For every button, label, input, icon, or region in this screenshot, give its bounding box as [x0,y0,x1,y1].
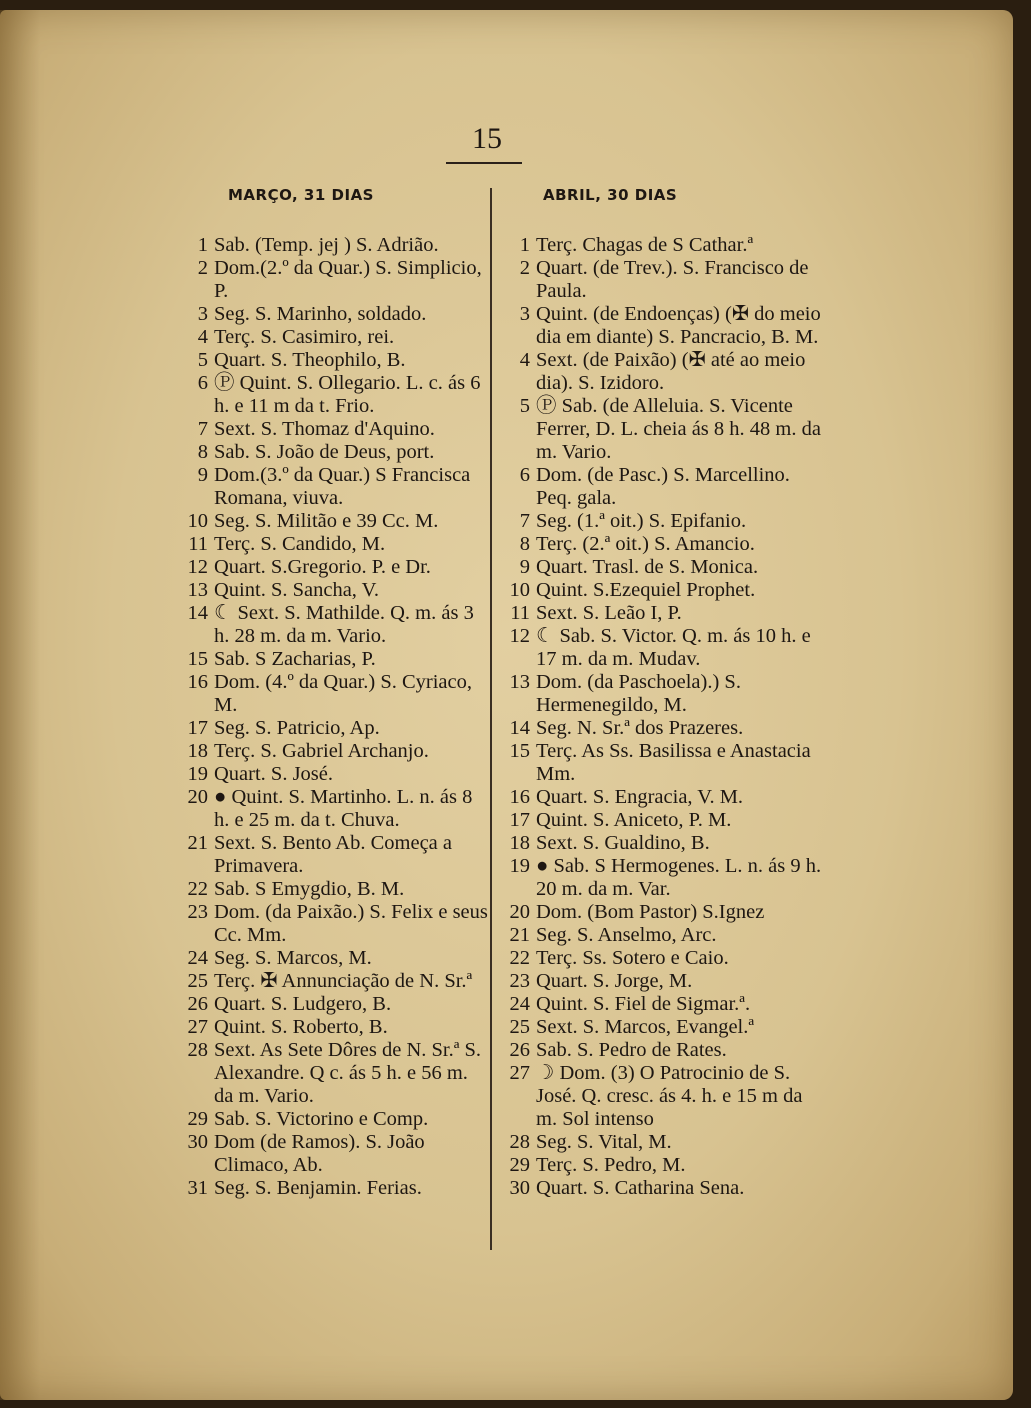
day-text: Quart. S. Theophilo, B. [214,349,406,371]
day-number: 4 [519,349,530,371]
day-number: 5 [197,349,208,371]
day-number: 12 [509,625,530,647]
day-number: 16 [509,786,530,808]
day-number: 19 [509,855,530,877]
day-number: 28 [509,1131,530,1153]
day-text: Sext. S. Marcos, Evangel.ª [536,1016,755,1038]
day-number: 9 [519,556,530,578]
day-text: Sab. (Temp. jej ) S. Adrião. [214,234,439,256]
day-text: Sext. S. Leão I, P. [536,602,682,624]
day-text: Quart. Trasl. de S. Monica. [536,556,759,578]
day-text: Quart. S. Jorge, M. [536,970,693,992]
april-entry [496,303,824,349]
almanac-page [0,10,1013,1400]
day-number: 21 [509,924,530,946]
april-entry [496,234,824,257]
april-heading: ABRIL, 30 DIAS [543,186,678,204]
day-text: Quint. S.Ezequiel Prophet. [536,579,756,601]
march-entry [174,234,490,257]
april-entry [496,924,824,947]
day-number: 6 [519,464,530,486]
day-text: Terç. S. Gabriel Archanjo. [214,740,429,762]
april-entry [496,809,824,832]
day-number: 30 [187,1131,208,1153]
day-number: 13 [187,579,208,601]
day-text: Sab. S. Victorino e Comp. [214,1108,429,1130]
march-entry [174,533,490,556]
day-number: 10 [509,579,530,601]
day-number: 18 [509,832,530,854]
march-entry [174,1177,490,1200]
day-number: 16 [187,671,208,693]
day-number: 9 [197,464,208,486]
day-text: Dom. (da Paixão.) S. Felix e seus Cc. Mm. [214,901,488,946]
march-heading: MARÇO, 31 DIAS [228,186,374,204]
day-number: 30 [509,1177,530,1199]
day-number: 18 [187,740,208,762]
day-text: Sext. (de Paixão) (✠ até ao meio dia). S. Izidoro. [536,349,806,394]
day-text: Terç. As Ss. Basilissa e Anastacia Mm. [536,740,811,785]
day-text: ● Quint. S. Martinho. L. n. ás 8 h. e 25 m. da t. Chuva. [214,786,473,831]
day-number: 15 [187,648,208,670]
april-entry [496,1062,824,1131]
march-entry [174,1131,490,1177]
march-entry [174,372,490,418]
april-entry [496,832,824,855]
day-number: 27 [509,1062,530,1084]
day-number: 13 [509,671,530,693]
day-text: Dom. (Bom Pastor) S.Ignez [536,901,765,923]
april-entry [496,533,824,556]
march-entry [174,349,490,372]
day-text: Quint. S. Sancha, V. [214,579,379,601]
day-text: Quint. S. Roberto, B. [214,1016,388,1038]
day-number: 14 [187,602,208,624]
march-entry [174,257,490,303]
march-entry [174,303,490,326]
day-text: Terç. S. Casimiro, rei. [214,326,395,348]
day-text: Dom. (da Paschoela).) S. Hermenegildo, M. [536,671,741,716]
march-entry [174,418,490,441]
april-entry [496,855,824,901]
day-text: Seg. S. Marinho, soldado. [214,303,427,325]
day-number: 22 [509,947,530,969]
day-number: 8 [519,533,530,555]
day-text: Seg. N. Sr.ª dos Prazeres. [536,717,744,739]
day-number: 8 [197,441,208,463]
march-entry [174,832,490,878]
day-text: Dom (de Ramos). S. João Climaco, Ab. [214,1131,425,1176]
day-text: Terç. S. Pedro, M. [536,1154,686,1176]
day-text: Quint. (de Endoenças) (✠ do meio dia em diante) S. Pancracio, B. M. [536,303,821,348]
day-text: Quint. S. Fiel de Sigmar.ª. [536,993,751,1015]
day-number: 29 [509,1154,530,1176]
march-entry [174,556,490,579]
day-text: Quart. S. Engracia, V. M. [536,786,744,808]
april-entry [496,717,824,740]
day-text: Quart. S. Ludgero, B. [214,993,392,1015]
day-text: ☽ Dom. (3) O Patrocinio de S. José. Q. cresc. ás 4. h. e 15 m da m. Sol intenso [536,1062,803,1130]
april-entry [496,1154,824,1177]
april-entry [496,510,824,533]
day-number: 28 [187,1039,208,1061]
day-number: 31 [187,1177,208,1199]
day-text: Seg. (1.ª oit.) S. Epifanio. [536,510,747,532]
april-entry [496,993,824,1016]
april-entry [496,671,824,717]
day-text: Terç. Chagas de S Cathar.ª [536,234,754,256]
march-entry [174,1039,490,1108]
march-entry [174,786,490,832]
day-number: 3 [197,303,208,325]
day-number: 11 [188,533,208,555]
day-text: Quart. S. José. [214,763,334,785]
day-number: 7 [519,510,530,532]
april-entry [496,740,824,786]
day-number: 1 [197,234,208,256]
march-entry [174,717,490,740]
march-entry [174,740,490,763]
page-number: 15 [472,122,502,155]
day-number: 3 [519,303,530,325]
day-text: Dom.(3.º da Quar.) S Francisca Romana, viuva. [214,464,471,509]
day-text: Sext. S. Bento Ab. Começa a Primavera. [214,832,453,877]
day-text: Dom. (4.º da Quar.) S. Cyriaco, M. [214,671,473,716]
day-text: Ⓟ Sab. (de Alleluia. S. Vicente Ferrer, D. L. cheia ás 8 h. 48 m. da m. Vario. [536,395,821,463]
day-number: 25 [187,970,208,992]
day-number: 23 [509,970,530,992]
april-entry [496,395,824,464]
day-number: 17 [509,809,530,831]
march-entry [174,970,490,993]
march-entry [174,441,490,464]
march-entry [174,579,490,602]
march-entry [174,326,490,349]
march-entry [174,510,490,533]
march-entry [174,602,490,648]
april-entry [496,579,824,602]
march-entry [174,1016,490,1039]
day-number: 12 [187,556,208,578]
day-text: Sab. S Emygdio, B. M. [214,878,405,900]
day-text: Sext. As Sete Dôres de N. Sr.ª S. Alexandre. Q c. ás 5 h. e 56 m. da m. Vario. [214,1039,482,1107]
april-entry [496,901,824,924]
march-entry [174,464,490,510]
april-entry [496,602,824,625]
day-text: Quart. (de Trev.). S. Francisco de Paula. [536,257,809,302]
april-list [496,234,824,1200]
day-text: Quint. S. Aniceto, P. M. [536,809,732,831]
day-number: 1 [519,234,530,256]
day-number: 26 [187,993,208,1015]
day-text: ☾ Sab. S. Victor. Q. m. ás 10 h. e 17 m. da m. Mudav. [536,625,811,670]
day-number: 23 [187,901,208,923]
day-text: Sab. S. Pedro de Rates. [536,1039,727,1061]
day-number: 10 [187,510,208,532]
day-number: 11 [510,602,530,624]
day-text: Seg. S. Patricio, Ap. [214,717,380,739]
april-entry [496,1131,824,1154]
april-entry [496,1039,824,1062]
day-text: Seg. S. Benjamin. Ferias. [214,1177,422,1199]
april-entry [496,464,824,510]
day-text: Terç. (2.ª oit.) S. Amancio. [536,533,755,555]
april-entry [496,556,824,579]
page-number-rule [446,162,522,164]
day-text: Ⓟ Quint. S. Ollegario. L. c. ás 6 h. e 11 m da t. Frio. [214,372,481,417]
day-text: Terç. Ss. Sotero e Caio. [536,947,729,969]
march-entry [174,671,490,717]
day-number: 29 [187,1108,208,1130]
march-entry [174,648,490,671]
march-entry [174,901,490,947]
april-entry [496,257,824,303]
day-number: 4 [197,326,208,348]
april-entry [496,970,824,993]
april-entry [496,625,824,671]
march-list [174,234,490,1200]
column-divider [490,188,492,1250]
day-number: 5 [519,395,530,417]
day-text: Seg. S. Anselmo, Arc. [536,924,717,946]
april-entry [496,947,824,970]
day-number: 22 [187,878,208,900]
day-number: 14 [509,717,530,739]
day-text: Terç. ✠ Annunciação de N. Sr.ª [214,970,473,992]
day-number: 24 [187,947,208,969]
day-text: Terç. S. Candido, M. [214,533,386,555]
april-entry [496,1016,824,1039]
march-entry [174,878,490,901]
march-entry [174,993,490,1016]
day-number: 20 [187,786,208,808]
day-text: Sext. S. Gualdino, B. [536,832,710,854]
day-number: 7 [197,418,208,440]
day-text: Quart. S. Catharina Sena. [536,1177,745,1199]
day-number: 2 [197,257,208,279]
day-number: 15 [509,740,530,762]
day-text: Dom.(2.º da Quar.) S. Simplicio, P. [214,257,482,302]
march-entry [174,763,490,786]
day-text: Sab. S. João de Deus, port. [214,441,435,463]
day-text: Seg. S. Militão e 39 Cc. M. [214,510,439,532]
day-number: 26 [509,1039,530,1061]
day-number: 19 [187,763,208,785]
april-entry [496,786,824,809]
day-number: 27 [187,1016,208,1038]
day-number: 2 [519,257,530,279]
day-text: Sab. S Zacharias, P. [214,648,376,670]
day-text: ● Sab. S Hermogenes. L. n. ás 9 h. 20 m. da m. Var. [536,855,822,900]
day-number: 24 [509,993,530,1015]
april-entry [496,349,824,395]
day-text: Seg. S. Vital, M. [536,1131,672,1153]
march-entry [174,947,490,970]
april-entry [496,1177,824,1200]
day-text: Sext. S. Thomaz d'Aquino. [214,418,435,440]
day-number: 17 [187,717,208,739]
day-text: Seg. S. Marcos, M. [214,947,372,969]
day-number: 6 [197,372,208,394]
march-entry [174,1108,490,1131]
day-number: 25 [509,1016,530,1038]
day-number: 21 [187,832,208,854]
day-text: Quart. S.Gregorio. P. e Dr. [214,556,431,578]
day-number: 20 [509,901,530,923]
day-text: ☾ Sext. S. Mathilde. Q. m. ás 3 h. 28 m. da m. Vario. [214,602,474,647]
day-text: Dom. (de Pasc.) S. Marcellino. Peq. gala. [536,464,790,509]
